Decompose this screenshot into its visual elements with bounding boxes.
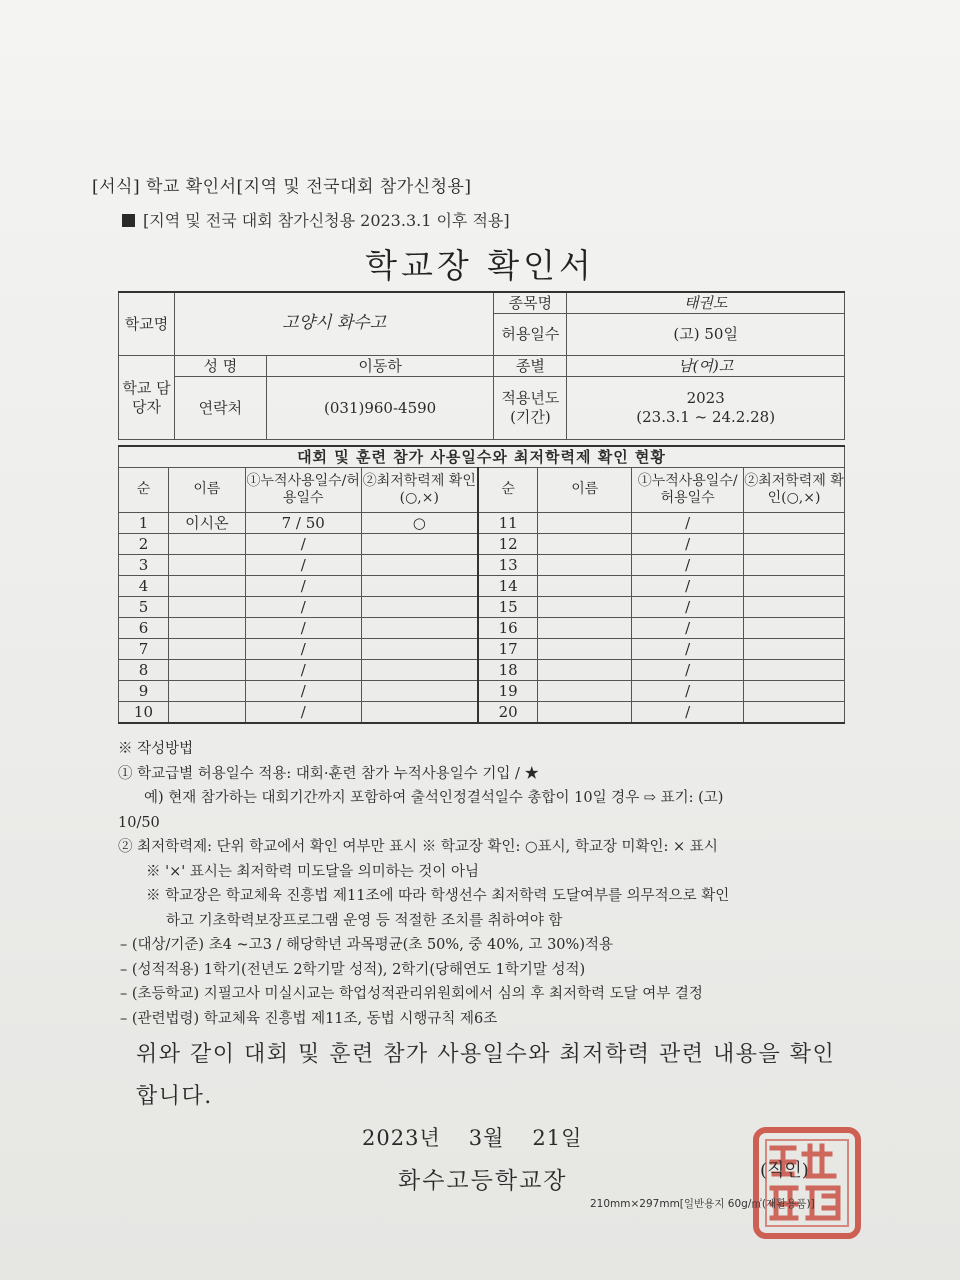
cell-check bbox=[361, 660, 478, 681]
cell-no: 6 bbox=[119, 618, 169, 639]
guide-line: 10/50 bbox=[118, 814, 160, 831]
cell-name bbox=[538, 618, 632, 639]
cell-no: 5 bbox=[119, 597, 169, 618]
header-name-right: 이름 bbox=[538, 468, 632, 513]
cell-check bbox=[361, 681, 478, 702]
roster-row bbox=[119, 681, 845, 702]
cell-name bbox=[538, 702, 632, 724]
guide-line: ① 학교급별 허용일수 적용: 대회·훈련 참가 누적사용일수 기입 / ★ bbox=[118, 765, 540, 782]
roster-row bbox=[119, 597, 845, 618]
cell-name: 이시온 bbox=[168, 513, 245, 534]
cell-check: ○ bbox=[361, 513, 478, 534]
school-value: 고양시 화수고 bbox=[174, 292, 494, 356]
cell-check bbox=[744, 576, 845, 597]
cell-name bbox=[538, 597, 632, 618]
black-square-icon bbox=[122, 214, 135, 227]
roster-row bbox=[119, 660, 845, 681]
guide-line: 하고 기초학력보장프로그램 운영 등 적절한 조치를 취하여야 함 bbox=[166, 912, 563, 929]
contact-person-label: 학교 담당자 bbox=[119, 356, 175, 440]
header-no-left: 순 bbox=[119, 468, 169, 513]
cell-days: / bbox=[245, 555, 361, 576]
period-value bbox=[567, 377, 845, 440]
period-year: 2023 bbox=[686, 389, 725, 408]
cell-days: / bbox=[245, 660, 361, 681]
paper-spec: 210mm×297mm[일반용지 60g/㎡(재활용품)] bbox=[590, 1198, 815, 1210]
cell-no: 10 bbox=[119, 702, 169, 724]
cell-no: 11 bbox=[478, 513, 538, 534]
cell-name bbox=[538, 555, 632, 576]
cell-name bbox=[538, 660, 632, 681]
cell-days: / bbox=[245, 534, 361, 555]
cell-no: 7 bbox=[119, 639, 169, 660]
name-label: 성 명 bbox=[174, 356, 266, 377]
cell-check bbox=[744, 597, 845, 618]
cell-no: 19 bbox=[478, 681, 538, 702]
cell-no: 17 bbox=[478, 639, 538, 660]
document-title: 학교장 확인서 bbox=[365, 246, 595, 285]
cell-check bbox=[744, 534, 845, 555]
guide-heading: ※ 작성방법 bbox=[118, 741, 194, 757]
cell-check bbox=[744, 513, 845, 534]
cell-no: 13 bbox=[478, 555, 538, 576]
cell-name bbox=[168, 681, 245, 702]
cell-no: 2 bbox=[119, 534, 169, 555]
phone-label: 연락처 bbox=[174, 377, 266, 440]
guide-line: – (성적적용) 1학기(전년도 2학기말 성적), 2학기(당해연도 1학기말 성적) bbox=[120, 961, 586, 978]
cell-days: / bbox=[632, 639, 744, 660]
cell-name bbox=[168, 597, 245, 618]
guide-line: – (관련법령) 학교체육 진흥법 제11조, 동법 시행규칙 제6조 bbox=[120, 1010, 498, 1027]
guide-line: ※ '×' 표시는 최저학력 미도달을 의미하는 것이 아님 bbox=[146, 863, 480, 880]
cell-name bbox=[168, 618, 245, 639]
cell-check bbox=[744, 618, 845, 639]
cell-check bbox=[744, 681, 845, 702]
cell-days: / bbox=[632, 702, 744, 724]
cell-days: / bbox=[632, 534, 744, 555]
guide-line: – (대상/기준) 초4 ~고3 / 해당학년 과목평균(초 50%, 중 40%, 고 30%)적용 bbox=[120, 937, 613, 953]
cell-days: / bbox=[632, 555, 744, 576]
cell-no: 20 bbox=[478, 702, 538, 724]
guide-line: ※ 학교장은 학교체육 진흥법 제11조에 따라 학생선수 최저학력 도달여부를 의무적으로 확인 bbox=[146, 888, 730, 904]
cell-no: 18 bbox=[478, 660, 538, 681]
notice-line bbox=[122, 208, 510, 231]
cell-name bbox=[538, 639, 632, 660]
issue-date bbox=[362, 1122, 610, 1152]
school-type-value: 남(여)고 bbox=[567, 356, 845, 377]
guide-line: – (초등학교) 지필고사 미실시교는 학업성적관리위원회에서 심의 후 최저학력 도달 여부 결정 bbox=[120, 986, 703, 1002]
cell-no: 4 bbox=[119, 576, 169, 597]
roster-row bbox=[119, 639, 845, 660]
cell-name bbox=[538, 576, 632, 597]
school-type-label: 종별 bbox=[494, 356, 567, 377]
header-days-left: ①누적사용일수/허용일수 bbox=[245, 468, 361, 513]
cell-name bbox=[168, 702, 245, 724]
cell-name bbox=[168, 660, 245, 681]
cell-check bbox=[744, 660, 845, 681]
cell-name bbox=[538, 681, 632, 702]
roster-caption: 대회 및 훈련 참가 사용일수와 최저학력제 확인 현황 bbox=[119, 446, 845, 468]
official-seal-stamp bbox=[752, 1126, 862, 1240]
roster-row bbox=[119, 555, 845, 576]
cell-check bbox=[744, 702, 845, 724]
roster-row bbox=[119, 513, 845, 534]
cell-days: / bbox=[245, 597, 361, 618]
date-year: 2023년 bbox=[362, 1126, 441, 1150]
cell-no: 9 bbox=[119, 681, 169, 702]
cell-check bbox=[361, 639, 478, 660]
header-name-left: 이름 bbox=[168, 468, 245, 513]
roster-row bbox=[119, 534, 845, 555]
cell-days: / bbox=[245, 618, 361, 639]
period-range: (23.3.1 ~ 24.2.28) bbox=[636, 408, 776, 426]
seal-label: (직인) bbox=[760, 1160, 809, 1181]
cell-name bbox=[168, 555, 245, 576]
cell-check bbox=[744, 639, 845, 660]
writing-guide bbox=[118, 737, 848, 1031]
roster-row bbox=[119, 618, 845, 639]
header-check-left: ②최저학력제 확인(○,×) bbox=[361, 468, 478, 513]
cell-days: 7 / 50 bbox=[245, 513, 361, 534]
name-value: 이동하 bbox=[266, 356, 494, 377]
cell-days: / bbox=[632, 597, 744, 618]
cell-days: / bbox=[632, 618, 744, 639]
header-days-right: ①누적사용일수/허용일수 bbox=[632, 468, 744, 513]
school-info-table bbox=[118, 291, 845, 440]
cell-no: 1 bbox=[119, 513, 169, 534]
cell-check bbox=[361, 534, 478, 555]
roster-table bbox=[118, 445, 845, 724]
cell-days: / bbox=[245, 702, 361, 724]
roster-row bbox=[119, 576, 845, 597]
cell-days: / bbox=[245, 576, 361, 597]
cell-days: / bbox=[632, 576, 744, 597]
header-no-right: 순 bbox=[478, 468, 538, 513]
cell-no: 3 bbox=[119, 555, 169, 576]
sport-label: 종목명 bbox=[494, 292, 567, 314]
sport-value: 태권도 bbox=[567, 292, 845, 314]
cell-check bbox=[361, 555, 478, 576]
cell-days: / bbox=[632, 513, 744, 534]
period-label: 적용년도 (기간) bbox=[494, 377, 567, 440]
notice-text: [지역 및 전국 대회 참가신청용 2023.3.1 이후 적용] bbox=[143, 211, 510, 230]
date-month: 3월 bbox=[468, 1126, 505, 1150]
cell-days: / bbox=[632, 660, 744, 681]
cell-days: / bbox=[245, 681, 361, 702]
cell-days: / bbox=[245, 639, 361, 660]
date-day: 21일 bbox=[532, 1126, 583, 1150]
cell-check bbox=[361, 576, 478, 597]
cell-no: 8 bbox=[119, 660, 169, 681]
cell-name bbox=[538, 534, 632, 555]
form-label: [서식] 학교 확인서[지역 및 전국대회 참가신청용] bbox=[92, 177, 472, 197]
cell-no: 15 bbox=[478, 597, 538, 618]
cell-name bbox=[168, 639, 245, 660]
cell-check bbox=[744, 555, 845, 576]
cell-check bbox=[361, 597, 478, 618]
guide-line: ② 최저학력제: 단위 학교에서 확인 여부만 표시 ※ 학교장 확인: ○표시, 학교장 미확인: × 표시 bbox=[118, 839, 718, 855]
cell-no: 12 bbox=[478, 534, 538, 555]
school-label: 학교명 bbox=[119, 292, 175, 356]
cell-check bbox=[361, 618, 478, 639]
cell-no: 16 bbox=[478, 618, 538, 639]
allowed-days-label: 허용일수 bbox=[494, 314, 567, 356]
cell-name bbox=[538, 513, 632, 534]
guide-line: 예) 현재 참가하는 대회기간까지 포함하여 출석인정결석일수 총합이 10일 경우 ⇨ 표기: (고) bbox=[144, 790, 724, 806]
allowed-days-value: (고) 50일 bbox=[567, 314, 845, 356]
cell-check bbox=[361, 702, 478, 724]
phone-value: (031)960-4590 bbox=[266, 377, 494, 440]
header-check-right: ②최저학력제 확인(○,×) bbox=[744, 468, 845, 513]
cell-name bbox=[168, 534, 245, 555]
cell-days: / bbox=[632, 681, 744, 702]
roster-row bbox=[119, 702, 845, 724]
confirmation-statement: 위와 같이 대회 및 훈련 참가 사용일수와 최저학력 관련 내용을 확인합니다. bbox=[136, 1042, 836, 1109]
cell-no: 14 bbox=[478, 576, 538, 597]
principal-signature-line: 화수고등학교장 bbox=[398, 1168, 568, 1194]
cell-name bbox=[168, 576, 245, 597]
